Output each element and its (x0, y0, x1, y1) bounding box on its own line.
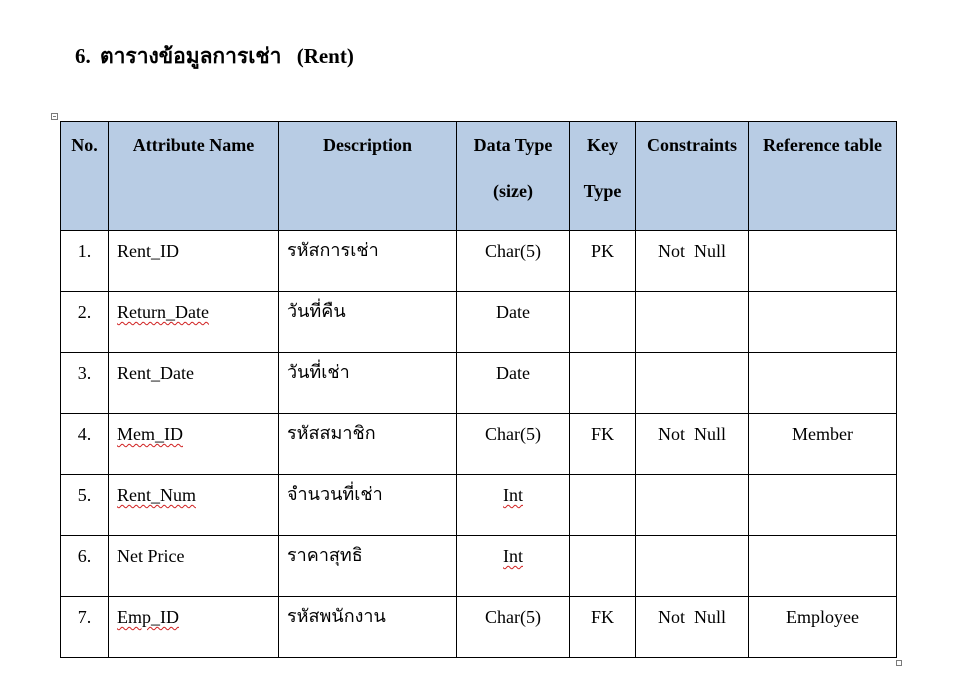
header-attribute-name: Attribute Name (109, 122, 279, 231)
heading-table-name: (Rent) (296, 44, 354, 68)
cell-constraints: Not Null (636, 597, 749, 658)
table-row (61, 231, 897, 292)
cell-reference (749, 353, 897, 414)
cell-no: 1. (61, 231, 109, 292)
cell-constraints (636, 353, 749, 414)
header-description: Description (279, 122, 457, 231)
spellcheck-underlined-text: Int (503, 546, 523, 566)
cell-description: วันที่เช่า (279, 353, 457, 414)
header-key-type: Key Type (570, 122, 636, 231)
cell-reference (749, 475, 897, 536)
cell-data-type: Char(5) (457, 597, 570, 658)
cell-description: รหัสพนักงาน (279, 597, 457, 658)
cell-attribute (109, 475, 279, 536)
header-no: No. (61, 122, 109, 231)
cell-key-type (570, 536, 636, 597)
cell-data-type: Char(5) (457, 414, 570, 475)
cell-constraints: Not Null (636, 231, 749, 292)
spellcheck-underlined-text: Int (503, 485, 523, 505)
cell-attribute: Rent_Date (109, 353, 279, 414)
cell-constraints: Not Null (636, 414, 749, 475)
cell-description: รหัสการเช่า (279, 231, 457, 292)
cell-no: 7. (61, 597, 109, 658)
cell-constraints (636, 475, 749, 536)
cell-reference (749, 292, 897, 353)
cell-no: 4. (61, 414, 109, 475)
table-row (61, 414, 897, 475)
cell-attribute (109, 292, 279, 353)
cell-data-type: Date (457, 353, 570, 414)
cell-data-type (457, 536, 570, 597)
cell-no: 2. (61, 292, 109, 353)
cell-attribute: Net Price (109, 536, 279, 597)
cell-key-type: FK (570, 414, 636, 475)
cell-description: รหัสสมาชิก (279, 414, 457, 475)
cell-key-type: PK (570, 231, 636, 292)
page-heading (75, 40, 354, 73)
table-header-row (61, 122, 897, 231)
table-row (61, 353, 897, 414)
cell-description: ราคาสุทธิ (279, 536, 457, 597)
cell-constraints (636, 536, 749, 597)
cell-attribute: Rent_ID (109, 231, 279, 292)
cell-no: 6. (61, 536, 109, 597)
table-resize-handle-icon[interactable] (896, 660, 902, 666)
cell-no: 5. (61, 475, 109, 536)
cell-data-type: Char(5) (457, 231, 570, 292)
cell-reference: Employee (749, 597, 897, 658)
table-move-handle-icon[interactable] (51, 113, 58, 120)
cell-no: 3. (61, 353, 109, 414)
cell-key-type: FK (570, 597, 636, 658)
spellcheck-underlined-text: Mem_ID (117, 424, 183, 444)
rent-table (60, 121, 897, 658)
table-row (61, 475, 897, 536)
table-row (61, 597, 897, 658)
cell-attribute (109, 414, 279, 475)
spellcheck-underlined-text: Return_Date (117, 302, 209, 322)
header-constraints: Constraints (636, 122, 749, 231)
cell-attribute (109, 597, 279, 658)
cell-description: จำนวนที่เช่า (279, 475, 457, 536)
header-reference-table: Reference table (749, 122, 897, 231)
cell-key-type (570, 353, 636, 414)
table-row (61, 536, 897, 597)
header-data-type: Data Type (size) (457, 122, 570, 231)
spellcheck-underlined-text: Emp_ID (117, 607, 179, 627)
cell-reference: Member (749, 414, 897, 475)
cell-description: วันที่คืน (279, 292, 457, 353)
cell-data-type: Date (457, 292, 570, 353)
table-row (61, 292, 897, 353)
cell-data-type (457, 475, 570, 536)
cell-key-type (570, 475, 636, 536)
cell-reference (749, 231, 897, 292)
cell-reference (749, 536, 897, 597)
cell-constraints (636, 292, 749, 353)
heading-number: 6. (75, 44, 91, 68)
heading-title: ตารางข้อมูลการเช่า (100, 44, 282, 68)
cell-key-type (570, 292, 636, 353)
spellcheck-underlined-text: Rent_Num (117, 485, 196, 505)
